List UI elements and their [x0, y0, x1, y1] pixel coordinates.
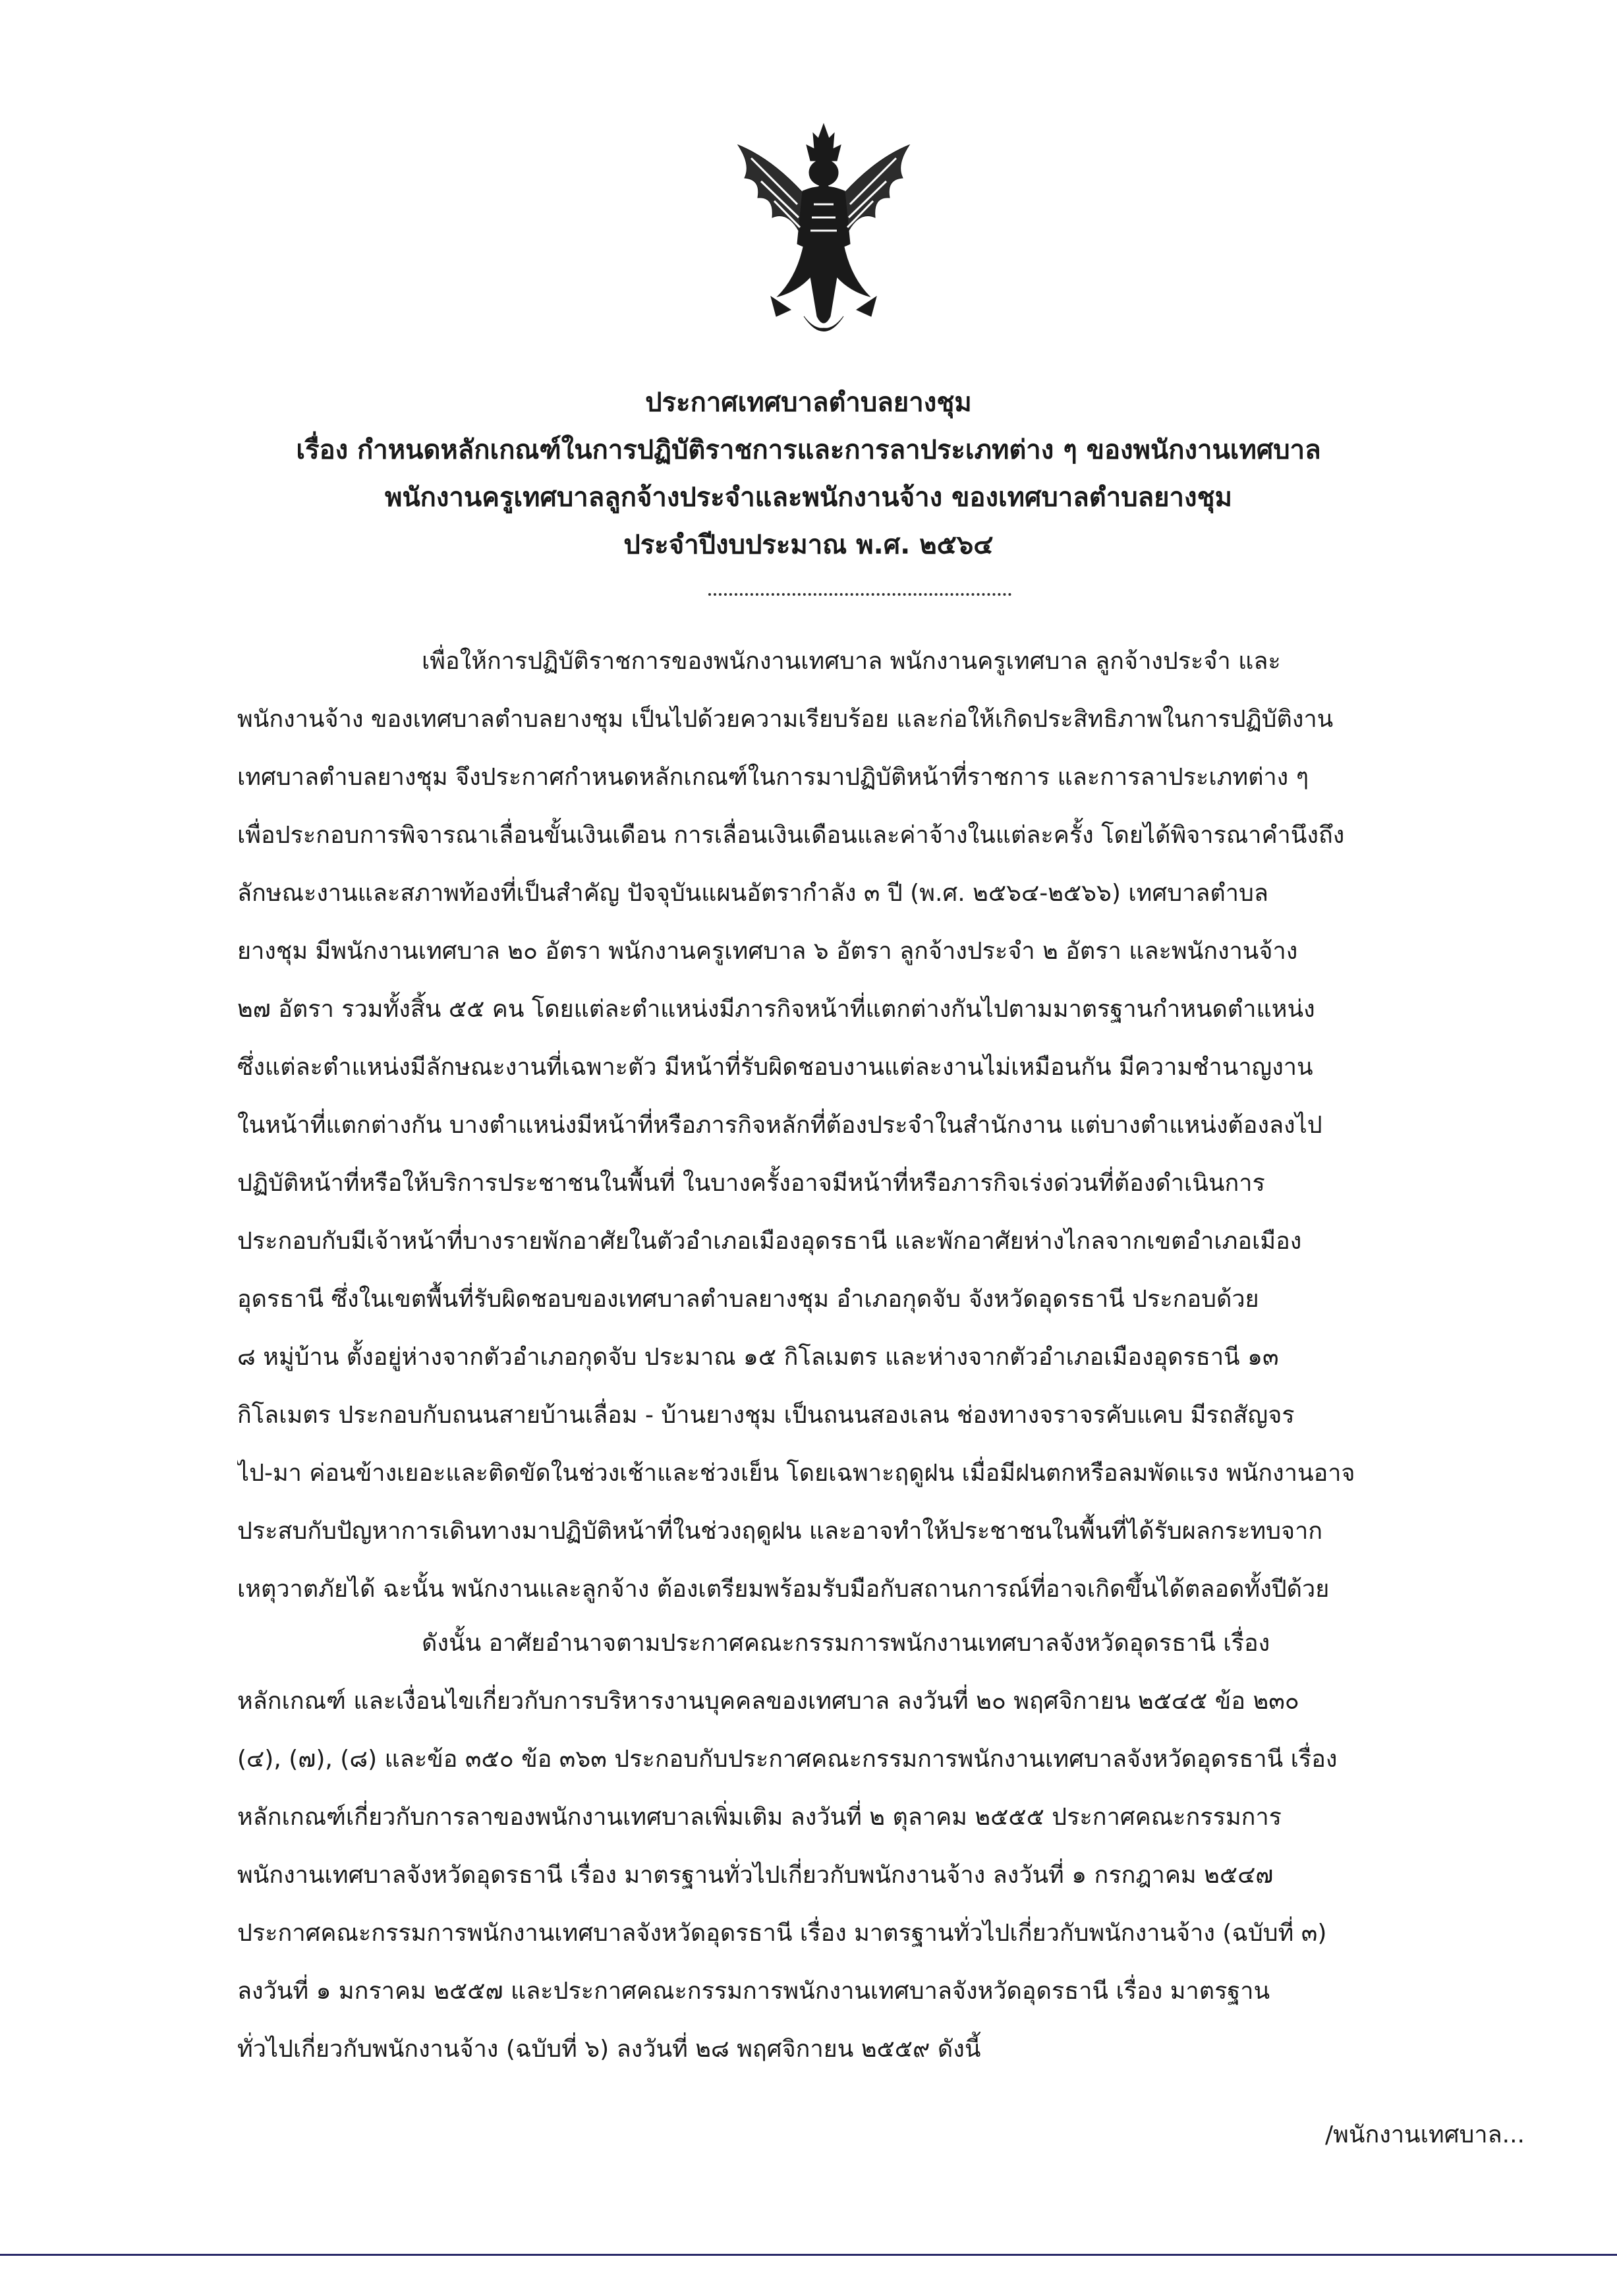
- paragraph-line: ๒๗ อัตรา รวมทั้งสิ้น ๕๕ คน โดยแต่ละตำแหน่งมีภารกิจหน้าที่แตกต่างกันไปตามมาตรฐานกำหนดตำแหน่ง: [237, 996, 1315, 1023]
- paragraph-line: พนักงานเทศบาลจังหวัดอุดรธานี เรื่อง มาตรฐานทั่วไปเกี่ยวกับพนักงานจ้าง ลงวันที่ ๑ กรกฎาคม ๒๕๔๗: [237, 1862, 1274, 1889]
- title-line-3: พนักงานครูเทศบาลลูกจ้างประจำและพนักงานจ้าง ของเทศบาลตำบลยางชุม: [384, 482, 1233, 513]
- paragraph-line: ลงวันที่ ๑ มกราคม ๒๕๕๗ และประกาศคณะกรรมการพนักงานเทศบาลจังหวัดอุดรธานี เรื่อง มาตรฐาน: [237, 1978, 1270, 2005]
- paragraph-line: เหตุวาตภัยได้ ฉะนั้น พนักงานและลูกจ้าง ต้องเตรียมพร้อมรับมือกับสถานการณ์ที่อาจเกิดขึ้นได้ตลอดทั้งปีด้วย: [237, 1576, 1330, 1603]
- title-line-1: ประกาศเทศบาลตำบลยางชุม: [645, 387, 972, 418]
- paragraph-line: ปฏิบัติหน้าที่หรือให้บริการประชาชนในพื้นที่ ในบางครั้งอาจมีหน้าที่หรือภารกิจเร่งด่วนที่ต้องดำเนินการ: [237, 1170, 1265, 1197]
- title-line-4: ประจำปีงบประมาณ พ.ศ. ๒๕๖๔: [623, 530, 994, 560]
- title-line-2: เรื่อง กำหนดหลักเกณฑ์ในการปฏิบัติราชการและการลาประเภทต่าง ๆ ของพนักงานเทศบาล: [296, 435, 1321, 465]
- paragraph-line: ๘ หมู่บ้าน ตั้งอยู่ห่างจากตัวอำเภอกุดจับ ประมาณ ๑๕ กิโลเมตร และห่างจากตัวอำเภอเมืองอุดรธานี ๑๓: [237, 1344, 1279, 1371]
- paragraph-2: [237, 1615, 1529, 2079]
- paragraph-line: ไป-มา ค่อนข้างเยอะและติดขัดในช่วงเช้าและช่วงเย็น โดยเฉพาะฤดูฝน เมื่อมีฝนตกหรือลมพัดแรง พนักงานอาจ: [237, 1460, 1355, 1487]
- bottom-rule: [0, 2254, 1617, 2256]
- paragraph-line: เพื่อให้การปฏิบัติราชการของพนักงานเทศบาล พนักงานครูเทศบาล ลูกจ้างประจำ และ: [422, 648, 1281, 675]
- paragraph-line: หลักเกณฑ์เกี่ยวกับการลาของพนักงานเทศบาลเพิ่มเติม ลงวันที่ ๒ ตุลาคม ๒๕๕๕ ประกาศคณะกรรมการ: [237, 1804, 1282, 1831]
- garuda-emblem-icon: [725, 119, 922, 343]
- paragraph-line: ซึ่งแต่ละตำแหน่งมีลักษณะงานที่เฉพาะตัว มีหน้าที่รับผิดชอบงานแต่ละงานไม่เหมือนกัน มีความชำนาญงาน: [237, 1054, 1313, 1081]
- paragraph-line: ในหน้าที่แตกต่างกัน บางตำแหน่งมีหน้าที่หรือภารกิจหลักที่ต้องประจำในสำนักงาน แต่บางตำแหน่งต้องลงไป: [237, 1112, 1322, 1139]
- paragraph-line: ประกาศคณะกรรมการพนักงานเทศบาลจังหวัดอุดรธานี เรื่อง มาตรฐานทั่วไปเกี่ยวกับพนักงานจ้าง (ฉบับที่ ๓): [237, 1920, 1327, 1947]
- paragraph-line: ประสบกับปัญหาการเดินทางมาปฏิบัติหน้าที่ในช่วงฤดูฝน และอาจทำให้ประชาชนในพื้นที่ได้รับผลกระทบจาก: [237, 1518, 1323, 1545]
- announcement-heading: [198, 379, 1419, 569]
- paragraph-line: ยางชุม มีพนักงานเทศบาล ๒๐ อัตรา พนักงานครูเทศบาล ๖ อัตรา ลูกจ้างประจำ ๒ อัตรา และพนักงานจ้าง: [237, 938, 1298, 965]
- paragraph-line: กิโลเมตร ประกอบกับถนนสายบ้านเลื่อม - บ้านยางชุม เป็นถนนสองเลน ช่องทางจราจรคับแคบ มีรถสัญจร: [237, 1402, 1295, 1429]
- paragraph-line: หลักเกณฑ์ และเงื่อนไขเกี่ยวกับการบริหารงานบุคคลของเทศบาล ลงวันที่ ๒๐ พฤศจิกายน ๒๕๔๕ ข้อ ๒๓๐: [237, 1688, 1299, 1715]
- paragraph-line: เทศบาลตำบลยางชุม จึงประกาศกำหนดหลักเกณฑ์ในการมาปฏิบัติหน้าที่ราชการ และการลาประเภทต่าง ๆ: [237, 764, 1309, 791]
- paragraph-line: (๔), (๗), (๘) และข้อ ๓๕๐ ข้อ ๓๖๓ ประกอบกับประกาศคณะกรรมการพนักงานเทศบาลจังหวัดอุดรธานี เรื่อง: [237, 1746, 1338, 1773]
- paragraph-line: พนักงานจ้าง ของเทศบาลตำบลยางชุม เป็นไปด้วยความเรียบร้อย และก่อให้เกิดประสิทธิภาพในการปฏิบัติงาน: [237, 706, 1334, 733]
- paragraph-line: ทั่วไปเกี่ยวกับพนักงานจ้าง (ฉบับที่ ๖) ลงวันที่ ๒๘ พฤศจิกายน ๒๕๕๙ ดังนี้: [237, 2036, 981, 2063]
- paragraph-1: [237, 633, 1529, 1619]
- dotted-divider: [708, 593, 1011, 596]
- paragraph-line: ลักษณะงานและสภาพท้องที่เป็นสำคัญ ปัจจุบันแผนอัตรากำลัง ๓ ปี (พ.ศ. ๒๕๖๔-๒๕๖๖) เทศบาลตำบล: [237, 880, 1268, 907]
- continuation-text: /พนักงานเทศบาล...: [1324, 2121, 1525, 2148]
- paragraph-line: อุดรธานี ซึ่งในเขตพื้นที่รับผิดชอบของเทศบาลตำบลยางชุม อำเภอกุดจับ จังหวัดอุดรธานี ประกอบด้วย: [237, 1286, 1259, 1313]
- paragraph-line: ดังนั้น อาศัยอำนาจตามประกาศคณะกรรมการพนักงานเทศบาลจังหวัดอุดรธานี เรื่อง: [422, 1630, 1270, 1657]
- paragraph-line: เพื่อประกอบการพิจารณาเลื่อนขั้นเงินเดือน การเลื่อนเงินเดือนและค่าจ้างในแต่ละครั้ง โดยได้พิจารณาคำนึงถึง: [237, 822, 1345, 849]
- paragraph-line: ประกอบกับมีเจ้าหน้าที่บางรายพักอาศัยในตัวอำเภอเมืองอุดรธานี และพักอาศัยห่างไกลจากเขตอำเภอเมือง: [237, 1228, 1302, 1255]
